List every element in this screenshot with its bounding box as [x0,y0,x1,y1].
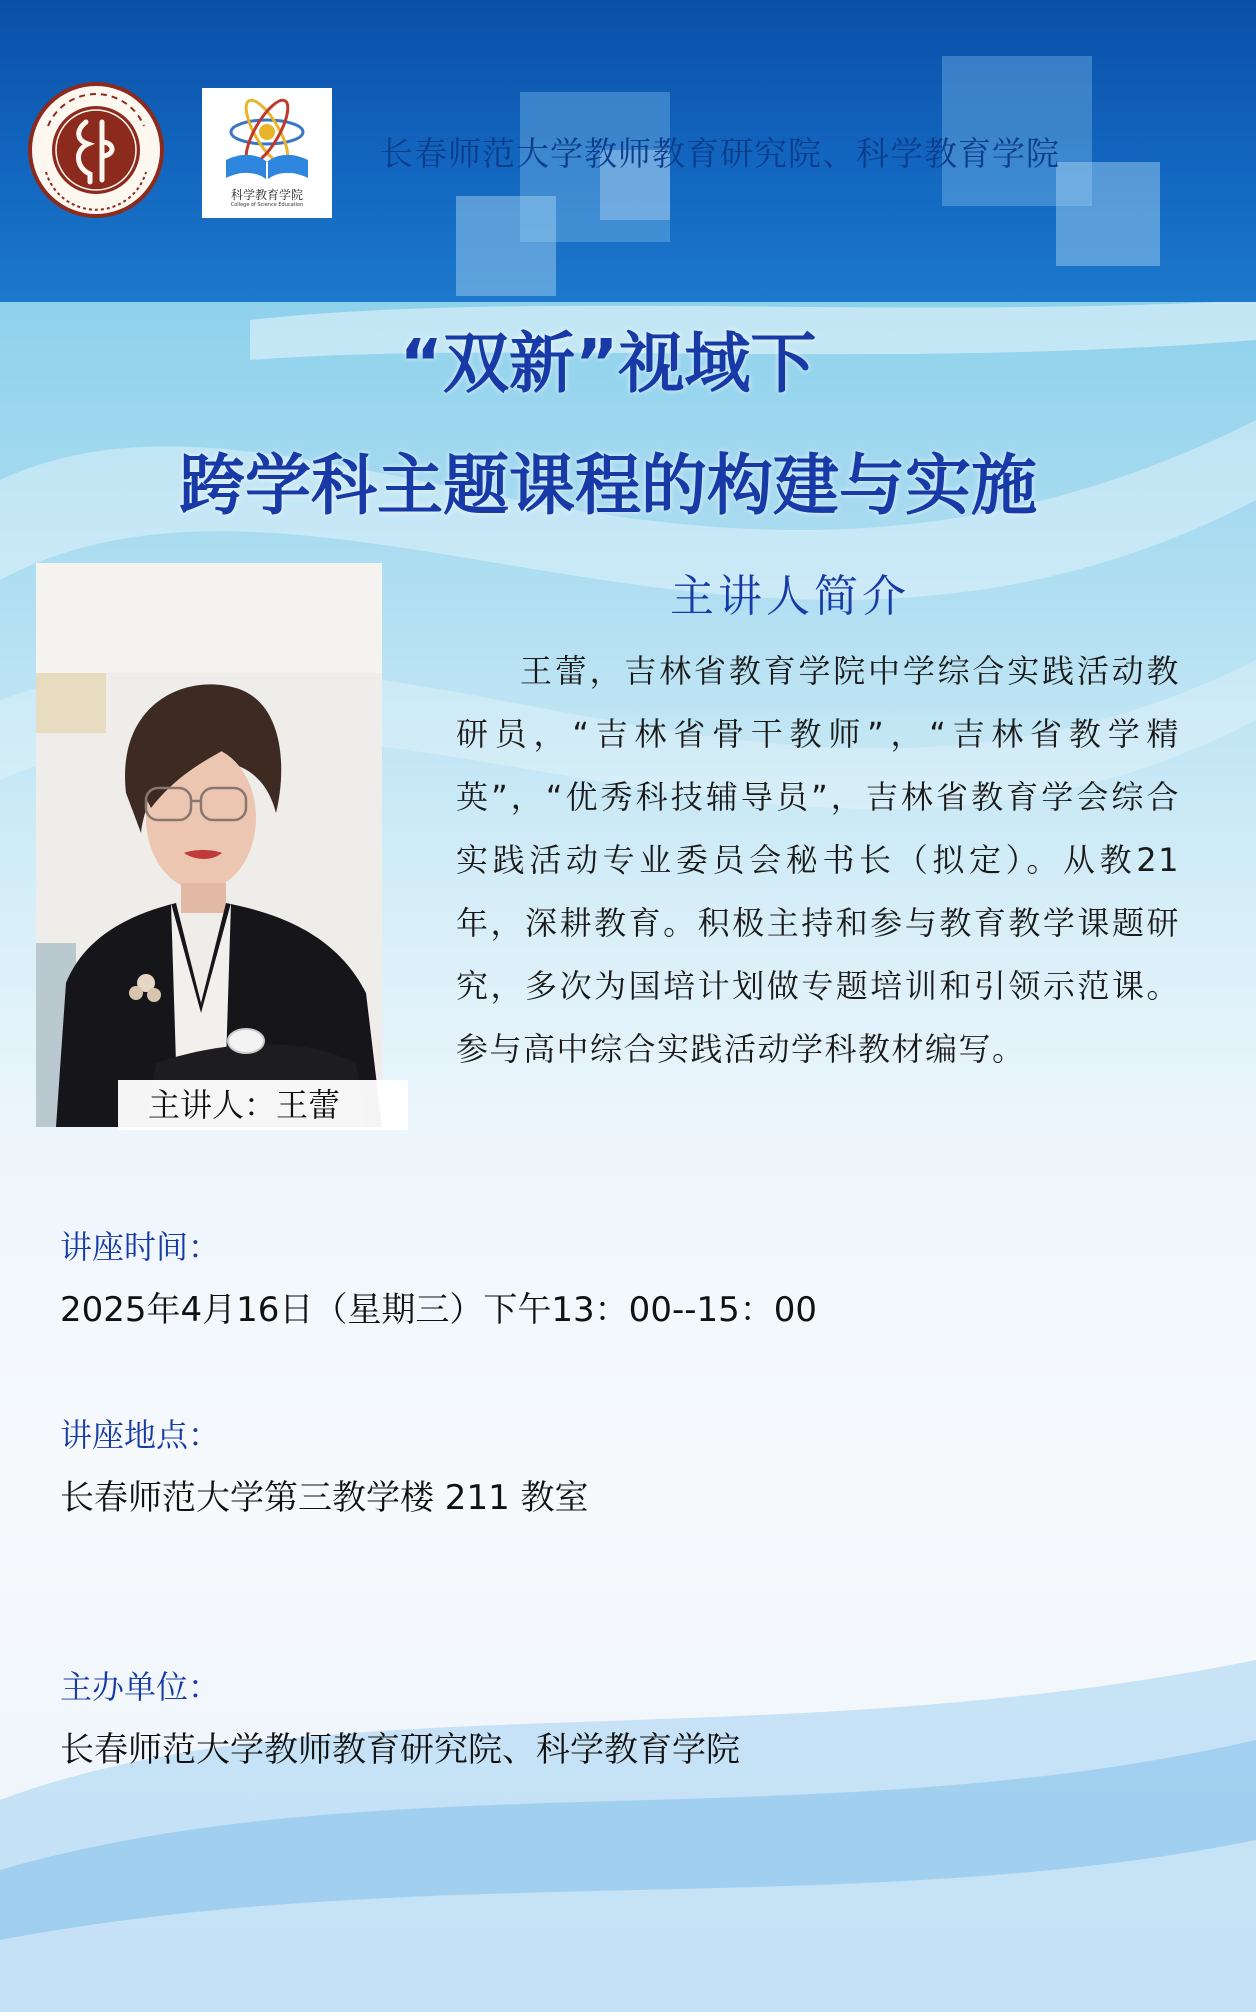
host-label: 主办单位： [60,1668,221,1706]
time-label: 讲座时间： [60,1228,221,1266]
time-value: 2025年4月16日（星期三）下午13：00--15：00 [60,1290,818,1330]
speaker-bio-heading: 主讲人简介 [670,571,910,622]
college-logo-caption: 科学教育学院 [230,188,303,202]
atom-book-icon [202,92,332,188]
speaker-portrait-image [36,563,382,1127]
organizer-title: 长春师范大学教师教育研究院、科学教育学院 [380,134,1060,173]
host-value: 长春师范大学教师教育研究院、科学教育学院 [60,1730,740,1770]
header-band [0,0,1256,302]
college-logo [202,88,332,218]
speaker-bio: 王蕾，吉林省教育学院中学综合实践活动教研员，“吉林省骨干教师”，“吉林省教学精英”，“优秀科技辅导员”，吉林省教育学会综合实践活动专业委员会秘书长（拟定）。从教21年，深耕教育。积极主持和参与教育教学课题研究，多次为国培计划做专题培训和引领示范课。参与高中综合实践活动学科教材编写。 [456,652,1180,1068]
speaker-photo [36,563,382,1127]
college-logo-subcaption: College of Science Education [230,202,304,208]
university-seal-icon [28,82,164,218]
place-value: 长春师范大学第三教学楼 211 教室 [60,1478,589,1518]
lecture-title-line2: 跨学科主题课程的构建与实施 [179,447,1037,524]
place-label: 讲座地点： [60,1416,221,1454]
speaker-caption: 主讲人：王蕾 [118,1080,408,1130]
lecture-title-line1: “双新”视域下 [399,325,817,402]
